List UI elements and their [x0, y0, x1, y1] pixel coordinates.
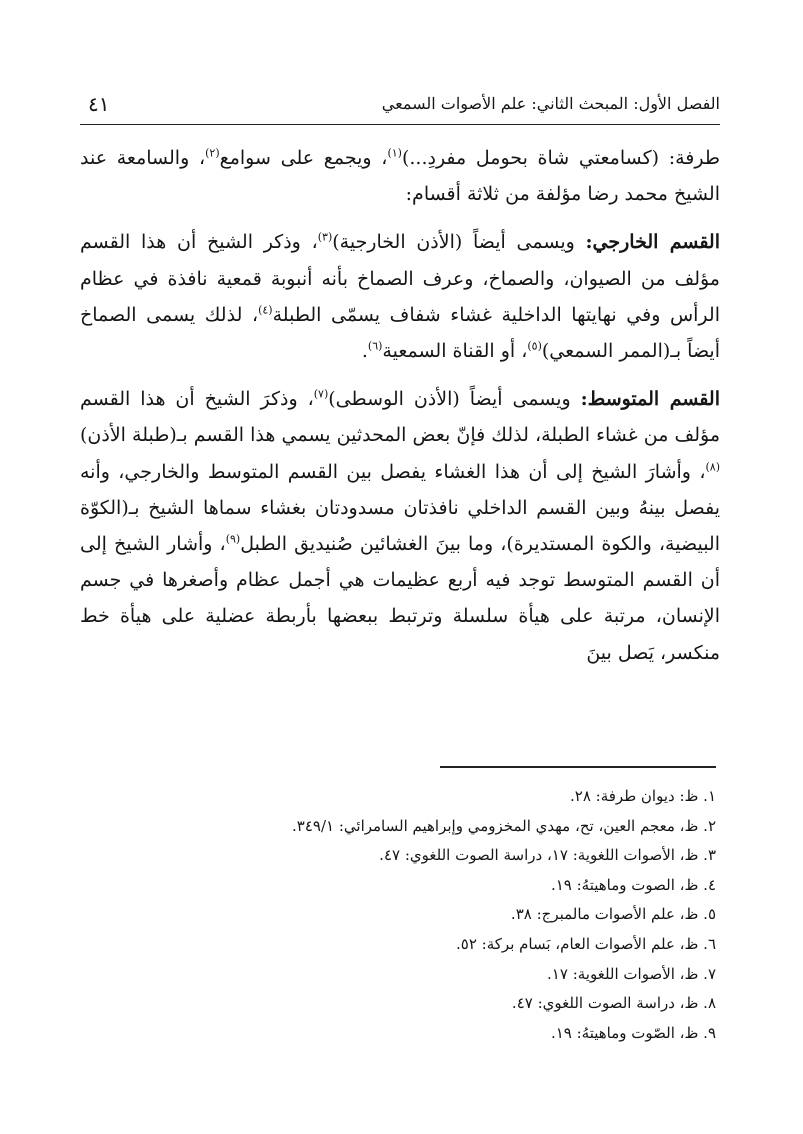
- footnote-ref-7[interactable]: (٧): [313, 387, 329, 401]
- page-number: ٤١: [88, 92, 110, 116]
- footnote-4: ٤. ظ، الصوت وماهيتهُ: ١٩.: [550, 875, 716, 894]
- footnote-1: ١. ظ: ديوان طرفة: ٢٨.: [569, 787, 716, 805]
- footnote-ref-4[interactable]: (٤): [258, 303, 273, 317]
- footnote-ref-1[interactable]: (١): [387, 146, 402, 160]
- running-header: [80, 90, 720, 125]
- chapter-title: الفصل الأول: المبحث الثاني: علم الأصوات السمعي: [381, 94, 720, 113]
- paragraph-outer-ear: القسم الخارجي: ويسمى أيضاً (الأذن الخارجية)$^{(٣)}$، وذكر الشيخ أن هذا القسم مؤلف من الصيوان، والصماخ، وعرف الصماخ بأنه أنبوبة قمعية نافذة في عظام الرأس وفي نهايتها الداخلية غشاء شفاف يسمّى الطبلة$^{(٤)}$، لذلك يسمى الصماخ أيضاً بـ(الممر السمعي)$^{(٥)}$، أو القناة السمعية$^{(٦)}$.: [80, 231, 720, 363]
- footnote-ref-5[interactable]: (٥): [527, 339, 542, 353]
- footnote-ref-2[interactable]: (٢): [205, 146, 220, 160]
- footnotes-list: [80, 782, 716, 1048]
- paragraph-intro: طرفة: (كسامعتي شاة بحومل مفردِ...)$^{(١)}$، ويجمع على سوامع$^{(٢)}$، والسامعة عند الشيخ محمد رضا مؤلفة من ثلاثة أقسام:: [80, 146, 720, 206]
- footnote-ref-3[interactable]: (٣): [317, 231, 333, 245]
- footnote-6: ٦. ظ، علم الأصوات العام، بَسام بركة: ٥٢.: [456, 934, 716, 953]
- footnote-8: ٨. ظ، دراسة الصوت اللغوي: ٤٧.: [511, 994, 716, 1013]
- footnote-9: ٩. ظ، الصّوت وماهيتهُ: ١٩.: [550, 1023, 716, 1042]
- main-text: [80, 140, 720, 683]
- footnote-ref-8[interactable]: (٨): [705, 460, 720, 474]
- section-term-outer: القسم الخارجي:: [585, 231, 720, 254]
- footnote-divider: [440, 766, 716, 768]
- footnote-2: ٢. ظ، معجم العين، تح، مهدي المخزومي وإبراهيم السامرائي: ٣٤٩/١.: [292, 816, 716, 835]
- footnote-5: ٥. ظ، علم الأصوات مالمبرج: ٣٨.: [510, 905, 716, 924]
- footnote-ref-9[interactable]: (٩): [225, 532, 241, 546]
- footnote-7: ٧. ظ، الأصوات اللغوية: ١٧.: [547, 964, 716, 983]
- footnote-3: ٣. ظ، الأصوات اللغوية: ١٧، دراسة الصوت اللغوي: ٤٧.: [379, 846, 716, 865]
- footnote-ref-6[interactable]: (٦): [367, 339, 383, 353]
- paragraph-middle-ear: القسم المتوسط: ويسمى أيضاً (الأذن الوسطى)$^{(٧)}$، وذكرَ الشيخ أن هذا القسم مؤلف من غشاء الطبلة، لذلك فإنّ بعض المحدثين يسمي هذا القسم بـ(طبلة الأذن)$^{(٨)}$، وأشارَ الشيخ إلى أن هذا الغشاء يفصل بين القسم المتوسط والخارجي، وأنه يفصل بينهُ وبين القسم الداخلي نافذتان مسدودتان بغشاء سماها الشيخ بـ(الكوّة البيضية، والكوة المستديرة)، وما بينَ الغشائين صُنيديق الطبل$^{(٩)}$، وأشار الشيخ إلى أن القسم المتوسط توجد فيه أربع عظيمات هي أجمل عظام وأصغرها في جسم الإنسان، مرتبة على هيأة سلسلة وترتبط ببعضها بأربطة عضلية على هيأة خط منكسر، يَصل بينَ: [80, 387, 720, 664]
- section-term-middle: القسم المتوسط:: [580, 388, 720, 411]
